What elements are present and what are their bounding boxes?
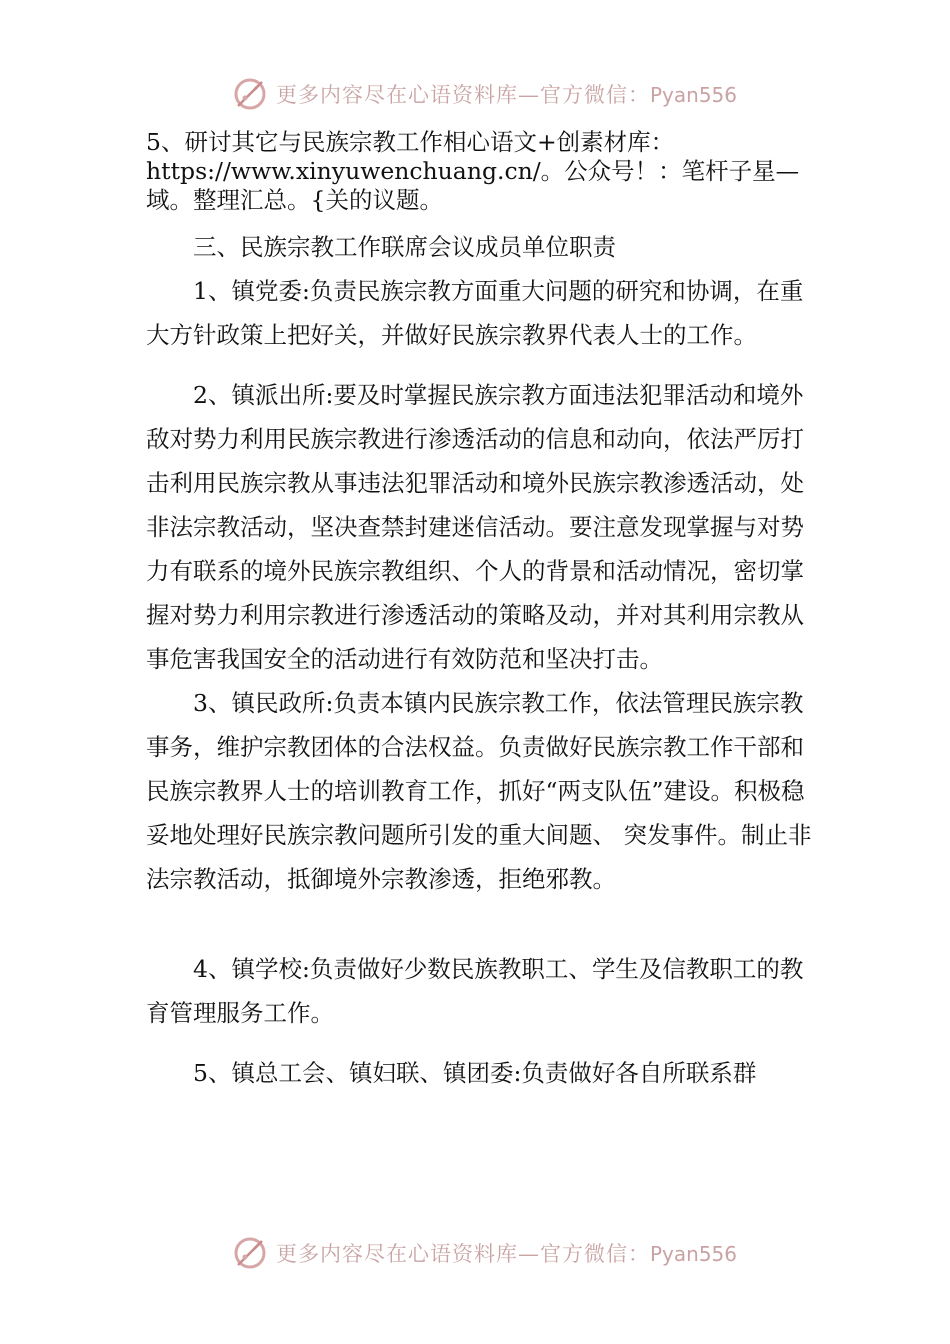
paragraph: 3、镇民政所:负责本镇内民族宗教工作，依法管理民族宗教事务，维护宗教团体的合法权益。负责做好民族宗教工作干部和民族宗教界人士的培训教育工作，抓好“两支队伍”建设。积极稳妥地处理好民族宗教问题所引发的重大间题、 突发事件。制止非法宗教活动，抵御境外宗教渗透，拒绝邪教。	[146, 689, 812, 893]
paragraph: 5、研讨其它与民族宗教工作相心语文+创素材库：https://www.xinyuwenchuang.cn/。公众号！：笔杆子星—域。整理汇总。{关的议题。	[146, 128, 800, 214]
watermark-text: 更多内容尽在心语资料库—官方微信：Pyan556	[276, 1242, 738, 1266]
header-watermark	[0, 74, 950, 114]
watermark-text: 更多内容尽在心语资料库—官方微信：Pyan556	[276, 83, 738, 107]
section-heading: 三、民族宗教工作联席会议成员单位职责	[193, 233, 616, 261]
paragraph: 1、镇党委:负责民族宗教方面重大问题的研究和协调，在重大方针政策上把好关，并做好民族宗教界代表人士的工作。	[146, 277, 804, 349]
quill-logo-icon	[232, 76, 268, 112]
paragraph: 5、镇总工会、镇妇联、镇团委:负责做好各自所联系群	[193, 1059, 757, 1087]
quill-logo-icon	[232, 1235, 268, 1271]
footer-watermark	[0, 1233, 950, 1273]
paragraph: 4、镇学校:负责做好少数民族教职工、学生及信教职工的教育管理服务工作。	[146, 955, 804, 1027]
document-body	[146, 128, 816, 1095]
paragraph: 2、镇派出所:要及时掌握民族宗教方面违法犯罪活动和境外敌对势力利用民族宗教进行渗透活动的信息和动向，依法严厉打击利用民族宗教从事违法犯罪活动和境外民族宗教渗透活动，处非法宗教活动，坚决查禁封建迷信活动。要注意发现掌握与对势力有联系的境外民族宗教组织、个人的背景和活动情况，密切掌握对势力利用宗教进行渗透活动的策略及动，并对其利用宗教从事危害我国安全的活动进行有效防范和坚决打击。	[146, 381, 804, 673]
